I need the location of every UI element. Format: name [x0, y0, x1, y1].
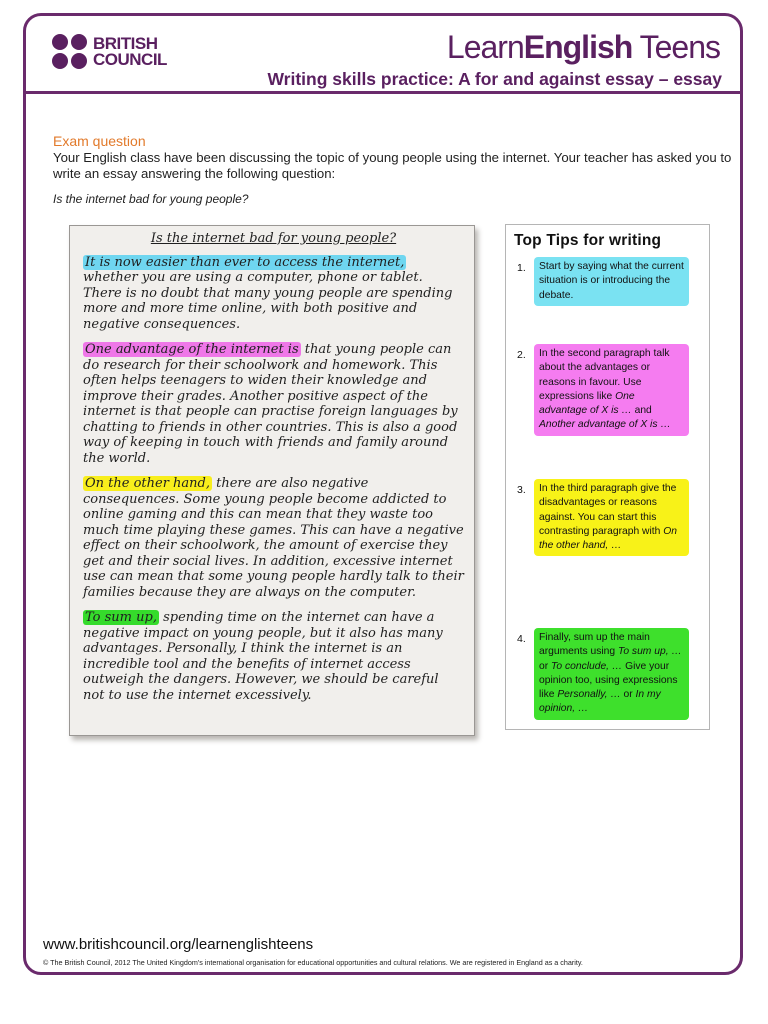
tip-text: Give your opinion too, using expressions like: [539, 660, 678, 701]
essay-paragraph: [83, 255, 464, 333]
footer-copyright: © The British Council, 2012 The United Kingdom's international organisation for educational opportunities and cultural relations. We are registered in England as a charity.: [43, 958, 583, 967]
tip-number: 2.: [517, 349, 526, 361]
tip-example: On the other hand, …: [539, 525, 677, 552]
essay-paragraph: [83, 610, 464, 703]
footer-url-link[interactable]: www.britishcouncil.org/learnenglishteens: [43, 936, 314, 953]
tip-text: or: [620, 689, 636, 701]
tip-example: In my opinion, …: [539, 689, 661, 715]
highlight-disadvantages: On the other hand,: [85, 476, 210, 491]
tip-example: Another advantage of X is …: [539, 419, 671, 431]
tip-number: 1.: [517, 262, 526, 274]
tip-text: In the third paragraph give the disadvantages or reasons against. You can start this contrasting paragraph with: [539, 483, 677, 537]
essay-title: Is the internet bad for young people?: [150, 231, 397, 246]
tip-4: [517, 628, 689, 720]
top-tips-panel: [505, 224, 710, 730]
highlight-conclusion: To sum up,: [85, 610, 157, 625]
top-tips-heading: Top Tips for writing: [514, 232, 662, 249]
tip-text: and: [631, 405, 652, 417]
paragraph-text: whether you are using a computer, phone or tablet. There is no doubt that many young people are spending more and more time online, with both positive and negative consequences.: [83, 270, 453, 332]
highlight-advantages: One advantage of the internet is: [85, 342, 299, 357]
tip-example: To conclude, …: [551, 660, 623, 672]
tip-text: Finally, sum up the main arguments using: [539, 632, 650, 658]
tip-number: 3.: [517, 484, 526, 496]
highlight-intro: It is now easier than ever to access the internet,: [85, 254, 405, 270]
paragraph-text: spending time on the internet can have a negative impact on young people, but it also has many advantages. Personally, I think the internet is an incredible tool and the benefits of internet access outweigh the dangers. However, we should be careful not to use the internet excessively.: [83, 610, 443, 703]
tip-box: [534, 628, 689, 720]
british-council-logo: [52, 34, 167, 69]
tip-example: Personally, …: [557, 689, 621, 701]
logo-dots-icon: [52, 34, 87, 69]
tip-1: [517, 257, 689, 306]
tip-example: One advantage of X is …: [539, 390, 635, 417]
tip-3: [517, 479, 689, 556]
essay-paragraph: [83, 342, 464, 466]
brand-english: English: [523, 29, 633, 65]
brand-teens: Teens: [632, 29, 720, 65]
essay-paragraph: [83, 476, 464, 600]
tip-example: To sum up, …: [618, 646, 682, 658]
exam-question: Is the internet bad for young people?: [53, 192, 249, 206]
tip-box: [534, 479, 689, 556]
document-title: Writing skills practice: A for and against essay – essay: [267, 69, 722, 89]
essay-panel: [69, 225, 475, 736]
paragraph-text: there are also negative consequences. Some young people become addicted to online gaming and this can mean that they waste too much time playing these games. This can have a negative effect on their schoolwork, the amount of exercise they get and their social lives. In addition, excessive internet use can mean that some young people hardly talk to their families because they are always on the computer.: [83, 476, 464, 600]
tip-box: [534, 257, 689, 306]
exam-question-heading: Exam question: [53, 133, 146, 149]
tip-text: or: [539, 660, 552, 672]
tip-box: [534, 344, 689, 436]
tip-text: Start by saying what the current situation is or introducing the debate.: [539, 261, 684, 301]
brand-learn: Learn: [446, 29, 524, 65]
learnenglish-teens-brand: [447, 29, 720, 66]
tip-number: 4.: [517, 633, 526, 645]
header-divider: [23, 91, 743, 94]
paragraph-text: that young people can do research for their schoolwork and homework. This often helps teenagers to widen their knowledge and improve their grades. Another positive aspect of the internet is that people can practise foreign languages by chatting to friends in other countries. This is also a good way of keeping in touch with friends and family around the world.: [83, 342, 458, 466]
tip-2: [517, 344, 689, 436]
logo-line-2: COUNCIL: [93, 49, 167, 69]
exam-question-text: Your English class have been discussing the topic of young people using the internet. Your teacher has asked you to write an essay answering the following question:: [53, 150, 732, 181]
logo-line-1: BRITISH: [93, 33, 158, 53]
tip-text: In the second paragraph talk about the advantages or reasons in favour. Use expressions like: [539, 348, 670, 402]
